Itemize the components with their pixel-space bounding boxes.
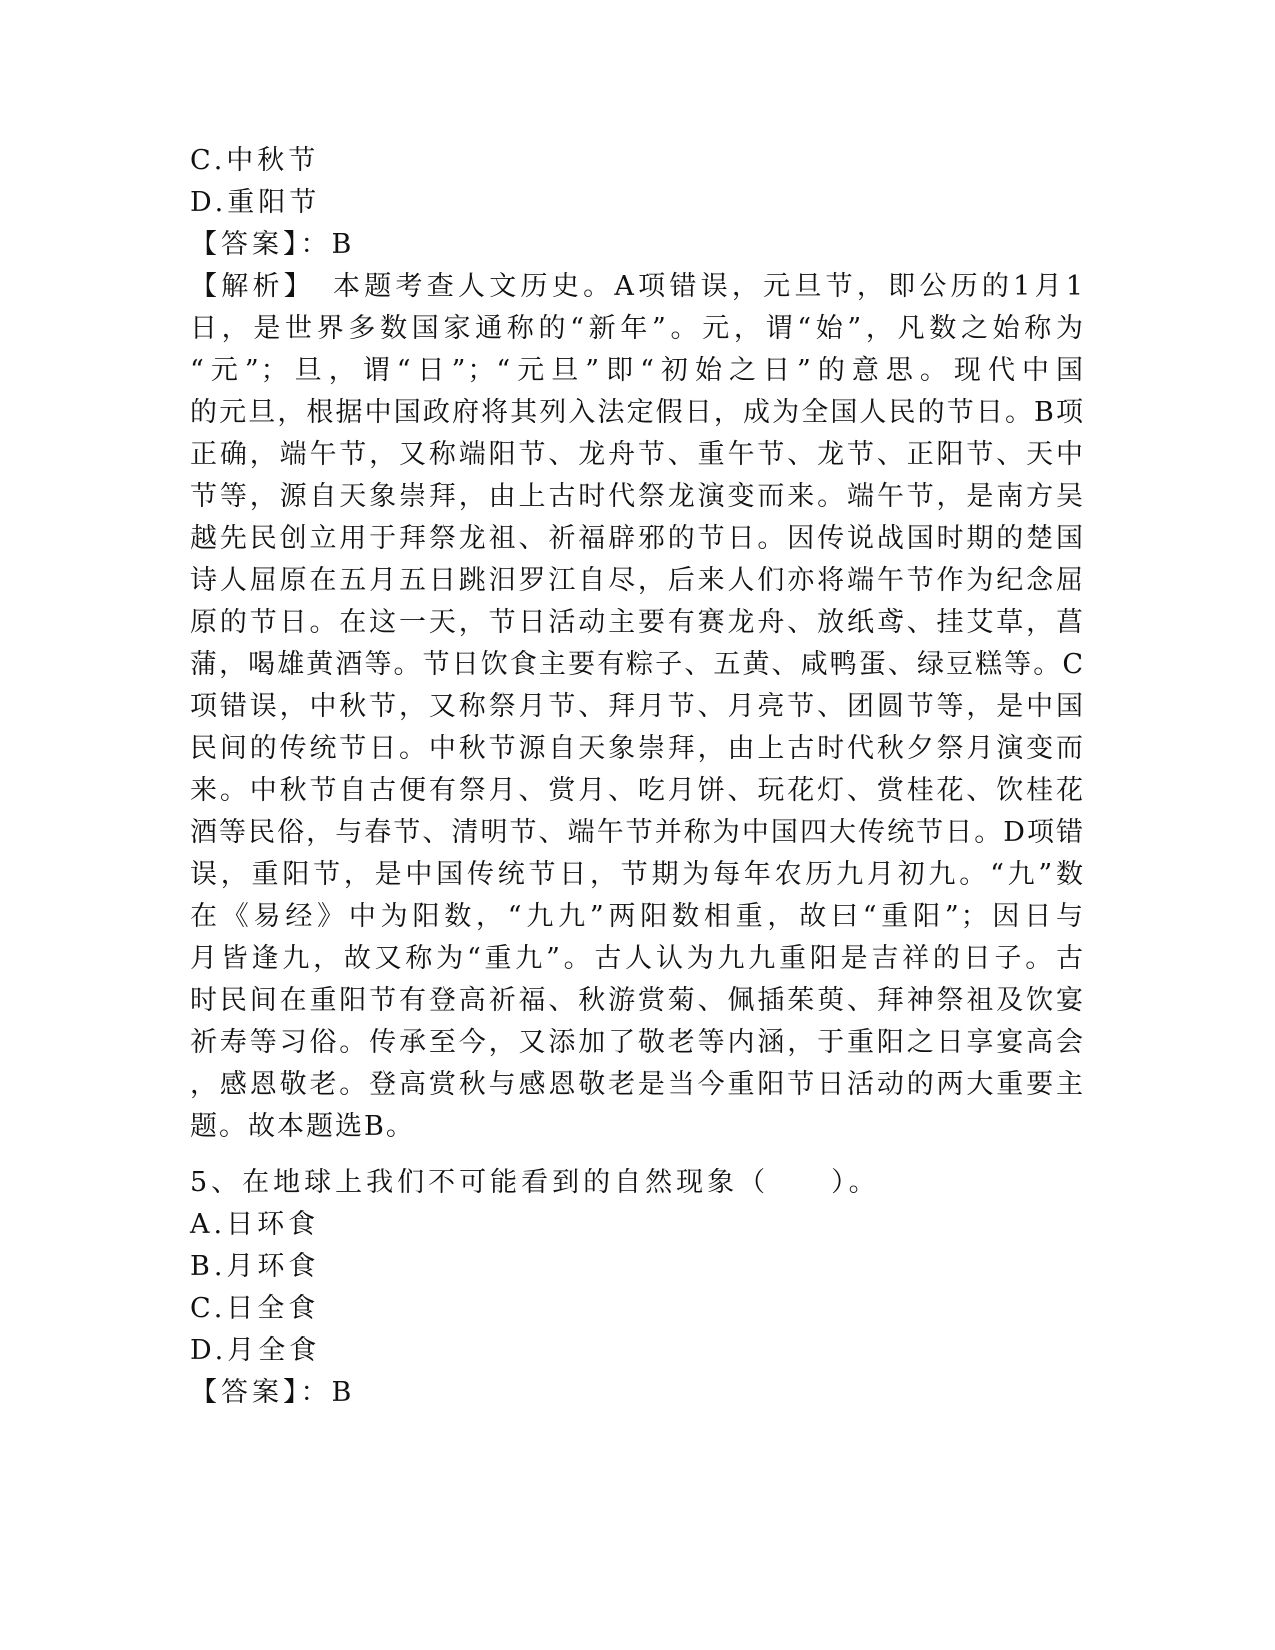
q5-option-c: C.日全食: [190, 1293, 320, 1324]
q4-analysis-line: 民间的传统节日。中秋节源自天象崇拜，由上古时代秋夕祭月演变而: [190, 733, 1085, 764]
q5-option-b: B.月环食: [190, 1251, 320, 1282]
q4-analysis-line: 日，是世界多数国家通称的“新年”。元，谓“始”，凡数之始称为: [190, 313, 1085, 344]
q5-option-d: D.月全食: [190, 1335, 321, 1366]
q4-analysis-line: ，感恩敬老。登高赏秋与感恩敬老是当今重阳节日活动的两大重要主: [190, 1069, 1085, 1100]
q5-question: 5、在地球上我们不可能看到的自然现象（ ）。: [190, 1167, 880, 1198]
q5-option-a: A.日环食: [190, 1209, 320, 1240]
q4-analysis-line: 原的节日。在这一天，节日活动主要有赛龙舟、放纸鸢、挂艾草，菖: [190, 607, 1085, 638]
q5-answer: 【答案】：B: [190, 1377, 356, 1408]
q4-analysis-line: “元”；旦，谓“日”；“元旦”即“初始之日”的意思。现代中国: [190, 355, 1085, 386]
q4-analysis-line: 月皆逢九，故又称为“重九”。古人认为九九重阳是吉祥的日子。古: [190, 943, 1085, 974]
q4-option-c: C.中秋节: [190, 145, 320, 176]
q4-analysis-line: 节等，源自天象崇拜，由上古时代祭龙演变而来。端午节，是南方吴: [190, 481, 1085, 512]
q4-analysis-line: 诗人屈原在五月五日跳汨罗江自尽，后来人们亦将端午节作为纪念屈: [190, 565, 1085, 596]
q4-analysis-line: 越先民创立用于拜祭龙祖、祈福辟邪的节日。因传说战国时期的楚国: [190, 523, 1085, 554]
q4-analysis-line: 蒲，喝雄黄酒等。节日饮食主要有粽子、五黄、咸鸭蛋、绿豆糕等。C: [190, 649, 1085, 680]
q4-analysis-line: 正确，端午节，又称端阳节、龙舟节、重午节、龙节、正阳节、天中: [190, 439, 1085, 470]
q4-answer: 【答案】：B: [190, 229, 356, 260]
q4-analysis-line: 时民间在重阳节有登高祈福、秋游赏菊、佩插茱萸、拜神祭祖及饮宴: [190, 985, 1085, 1016]
q4-analysis-line: 在《易经》中为阳数，“九九”两阳数相重，故曰“重阳”；因日与: [190, 901, 1085, 932]
q4-analysis-line: 误，重阳节，是中国传统节日，节期为每年农历九月初九。“九”数: [190, 859, 1085, 890]
q4-analysis-line: 的元旦，根据中国政府将其列入法定假日，成为全国人民的节日。B项: [190, 397, 1085, 428]
q4-analysis-line: 题。故本题选B。: [190, 1111, 415, 1142]
q4-analysis-line: 来。中秋节自古便有祭月、赏月、吃月饼、玩花灯、赏桂花、饮桂花: [190, 775, 1085, 806]
q4-analysis-line: 祈寿等习俗。传承至今，又添加了敬老等内涵，于重阳之日享宴高会: [190, 1027, 1085, 1058]
q4-analysis-text: 本题考查人文历史。A项错误，元旦节，即公历的1月1: [333, 271, 1086, 302]
q4-analysis-line: 酒等民俗，与春节、清明节、端午节并称为中国四大传统节日。D项错: [190, 817, 1085, 848]
q4-analysis-line: [190, 266, 1085, 308]
q4-analysis-label: 【解析】: [190, 271, 316, 302]
q4-analysis-line: 项错误，中秋节，又称祭月节、拜月节、月亮节、团圆节等，是中国: [190, 691, 1085, 722]
q4-option-d: D.重阳节: [190, 187, 321, 218]
